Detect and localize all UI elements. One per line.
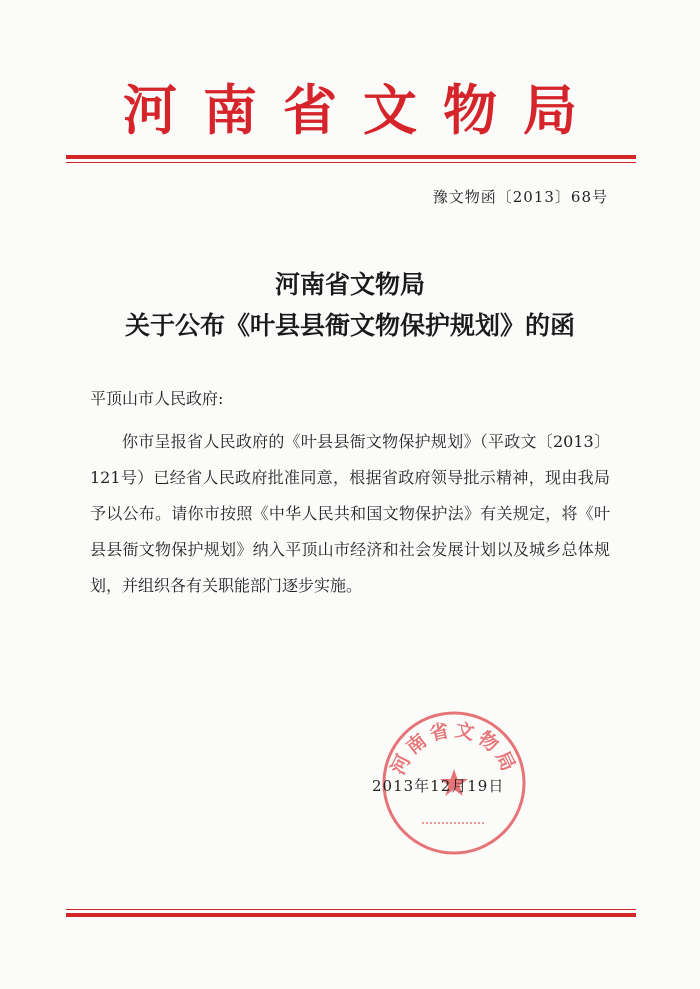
document-number: 豫文物函〔2013〕68号 [432, 188, 608, 206]
addressee: 平顶山市人民政府: [90, 389, 224, 408]
footer-divider-thin [66, 909, 636, 910]
letterhead-divider-thick [66, 155, 636, 159]
seal-text: 河南省文物局 [387, 718, 521, 779]
document-title-line-1: 河南省文物局 [274, 270, 425, 299]
footer-divider-thick [66, 913, 636, 917]
document-title-line-2: 关于公布《叶县县衙文物保护规划》的函 [124, 311, 575, 340]
letterhead-org-name: 河南省文物局 [123, 78, 603, 142]
letterhead-divider-thin [66, 162, 636, 163]
issue-date: 2013年12月19日 [372, 777, 505, 795]
body-paragraph: 你市呈报省人民政府的《叶县县衙文物保护规划》（平政文〔2013〕121号）已经省人民政府批准同意，根据省政府领导批示精神，现由我局予以公布。请你市按照《中华人民共和国文物保护法》有关规定，将《叶县县衙文物保护规划》纳入平顶山市经济和社会发展计划以及城乡总体规划，并组织各有关职能部门逐步实施。 [90, 432, 610, 595]
